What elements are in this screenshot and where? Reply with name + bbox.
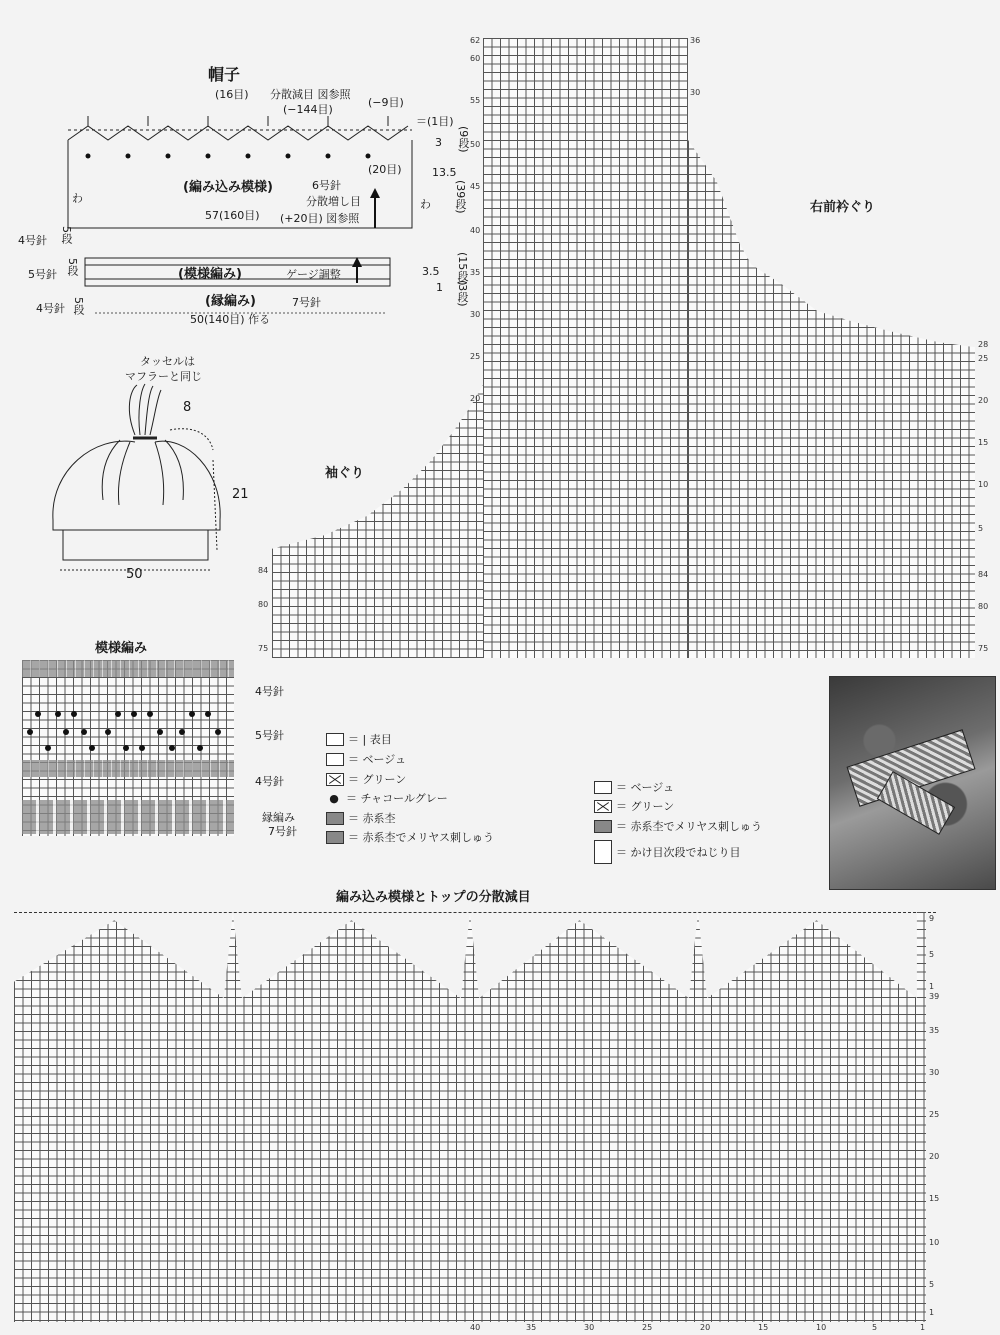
tassel-d50: 50 bbox=[126, 567, 143, 582]
swatch-band-top bbox=[22, 660, 234, 677]
swatch-rib: 縁編み bbox=[262, 811, 295, 824]
hat-r5a: 5段 bbox=[60, 226, 73, 244]
dark-square-icon bbox=[326, 812, 344, 825]
dark-square-icon bbox=[594, 820, 612, 833]
hat-needle4b: 4号針 bbox=[36, 302, 65, 315]
swatch-dots bbox=[22, 700, 234, 760]
legend-left-5: ＝ 赤系杢でメリヤス刺しゅう bbox=[326, 829, 494, 845]
swatch-n5: 5号針 bbox=[255, 729, 284, 742]
swatch-title: 模様編み bbox=[95, 641, 148, 656]
yoke-grid-upper bbox=[483, 38, 688, 658]
hat-inc-dist: 分散増し目 bbox=[306, 195, 361, 208]
yoke-lower-left-scale: 84 80 75 bbox=[258, 566, 269, 653]
hat-needle6: 6号針 bbox=[312, 179, 341, 192]
hat-top-sts: (16目) bbox=[215, 88, 249, 101]
hat-r3s: (3段) bbox=[456, 280, 469, 307]
hat-r15: (15段) bbox=[456, 252, 469, 286]
hat-dec-total: (−144目) bbox=[283, 103, 333, 116]
beige-square-icon bbox=[594, 781, 612, 794]
hat-cast: 50(140目) 作る bbox=[190, 313, 271, 326]
swatch-band-mid bbox=[22, 760, 234, 777]
legend-left-1: ＝ ベージュ bbox=[326, 751, 406, 767]
hat-minus9: (−9目) bbox=[368, 96, 404, 109]
hat-plus20: (+20目) 図参照 bbox=[280, 212, 360, 225]
legend-right-2: ＝ 赤系杢でメリヤス刺しゅう bbox=[594, 818, 762, 834]
legend-right-1: ＝ グリーン bbox=[594, 798, 674, 814]
bottom-title: 編み込み模様とトップの分散減目 bbox=[336, 890, 531, 905]
hat-wa-right: わ bbox=[420, 198, 431, 211]
legend-left-4: ＝ 赤系杢 bbox=[326, 810, 396, 826]
knit-symbol-icon bbox=[326, 733, 344, 746]
product-photo bbox=[829, 676, 996, 890]
tassel-note2: マフラーと同じ bbox=[125, 370, 202, 383]
hat-r9: (9段) bbox=[457, 126, 470, 153]
hat-r5c: 5段 bbox=[72, 297, 85, 315]
hat-r5b: 5段 bbox=[66, 258, 79, 276]
hat-needle4a: 4号針 bbox=[18, 234, 47, 247]
yarn-over-icon bbox=[594, 840, 612, 864]
hat-dist-dec: 分散減目 図参照 bbox=[270, 88, 351, 101]
yoke-neck-label: 右前衿ぐり bbox=[810, 200, 876, 215]
hat-r3-5: 3.5 bbox=[422, 265, 440, 278]
cross-square-icon bbox=[326, 773, 344, 786]
tassel-hat-drawing bbox=[45, 380, 255, 585]
swatch-n4b: 4号針 bbox=[255, 775, 284, 788]
tassel-note1: タッセルは bbox=[140, 355, 195, 368]
hat-st20: (20目) bbox=[368, 163, 402, 176]
bottom-x-scale: 40 35 30 25 20 15 10 5 1 bbox=[470, 1323, 926, 1332]
hat-r3: 3 bbox=[435, 136, 442, 149]
legend-left-2: ＝ グリーン bbox=[326, 771, 406, 787]
swatch-n7: 7号針 bbox=[268, 825, 297, 838]
swatch-n4a: 4号針 bbox=[255, 685, 284, 698]
legend-left-0: ＝ | 表目 bbox=[326, 731, 392, 747]
dot-icon: ● bbox=[329, 791, 339, 805]
hat-one-st: ＝(1目) bbox=[416, 115, 454, 128]
bottom-right-scale: 9 5 1 39 35 30 25 20 15 10 5 1 bbox=[929, 914, 940, 1317]
hat-wa-left: わ bbox=[72, 192, 83, 205]
bottom-grid bbox=[14, 912, 926, 1322]
legend-left-3: ● ＝ チャコールグレー bbox=[326, 790, 448, 806]
yoke-grid-left bbox=[272, 385, 483, 658]
hat-needle7: 7号針 bbox=[292, 296, 321, 309]
hat-title: 帽子 bbox=[208, 65, 241, 84]
hat-gauge: ゲージ調整 bbox=[286, 268, 341, 281]
hat-needle5: 5号針 bbox=[28, 268, 57, 281]
bottom-dash-line bbox=[14, 912, 936, 913]
cross-square-icon bbox=[594, 800, 612, 813]
hat-colorwork: (編み込み模様) bbox=[183, 180, 273, 195]
yoke-right-scale: 28 25 20 15 10 5 84 80 75 bbox=[978, 340, 989, 653]
legend-right-3: ＝ かけ目次段でねじり目 bbox=[594, 840, 741, 864]
legend-right-0: ＝ ベージュ bbox=[594, 779, 674, 795]
hat-r13-5: 13.5 bbox=[432, 166, 457, 179]
tassel-d21: 21 bbox=[232, 487, 249, 502]
yoke-arm-label: 袖ぐり bbox=[325, 466, 365, 481]
yoke-grid-right bbox=[688, 140, 975, 658]
beige-square-icon bbox=[326, 753, 344, 766]
tassel-d8: 8 bbox=[183, 400, 192, 415]
dark-square-icon bbox=[326, 831, 344, 844]
hat-r1: 1 bbox=[436, 281, 443, 294]
hat-r39: (39段) bbox=[454, 180, 467, 214]
hat-w57: 57(160目) bbox=[205, 209, 260, 222]
hat-pattern: (模様編み) bbox=[178, 267, 242, 282]
hat-rib: (縁編み) bbox=[205, 294, 256, 309]
swatch-band-rib bbox=[22, 800, 234, 834]
